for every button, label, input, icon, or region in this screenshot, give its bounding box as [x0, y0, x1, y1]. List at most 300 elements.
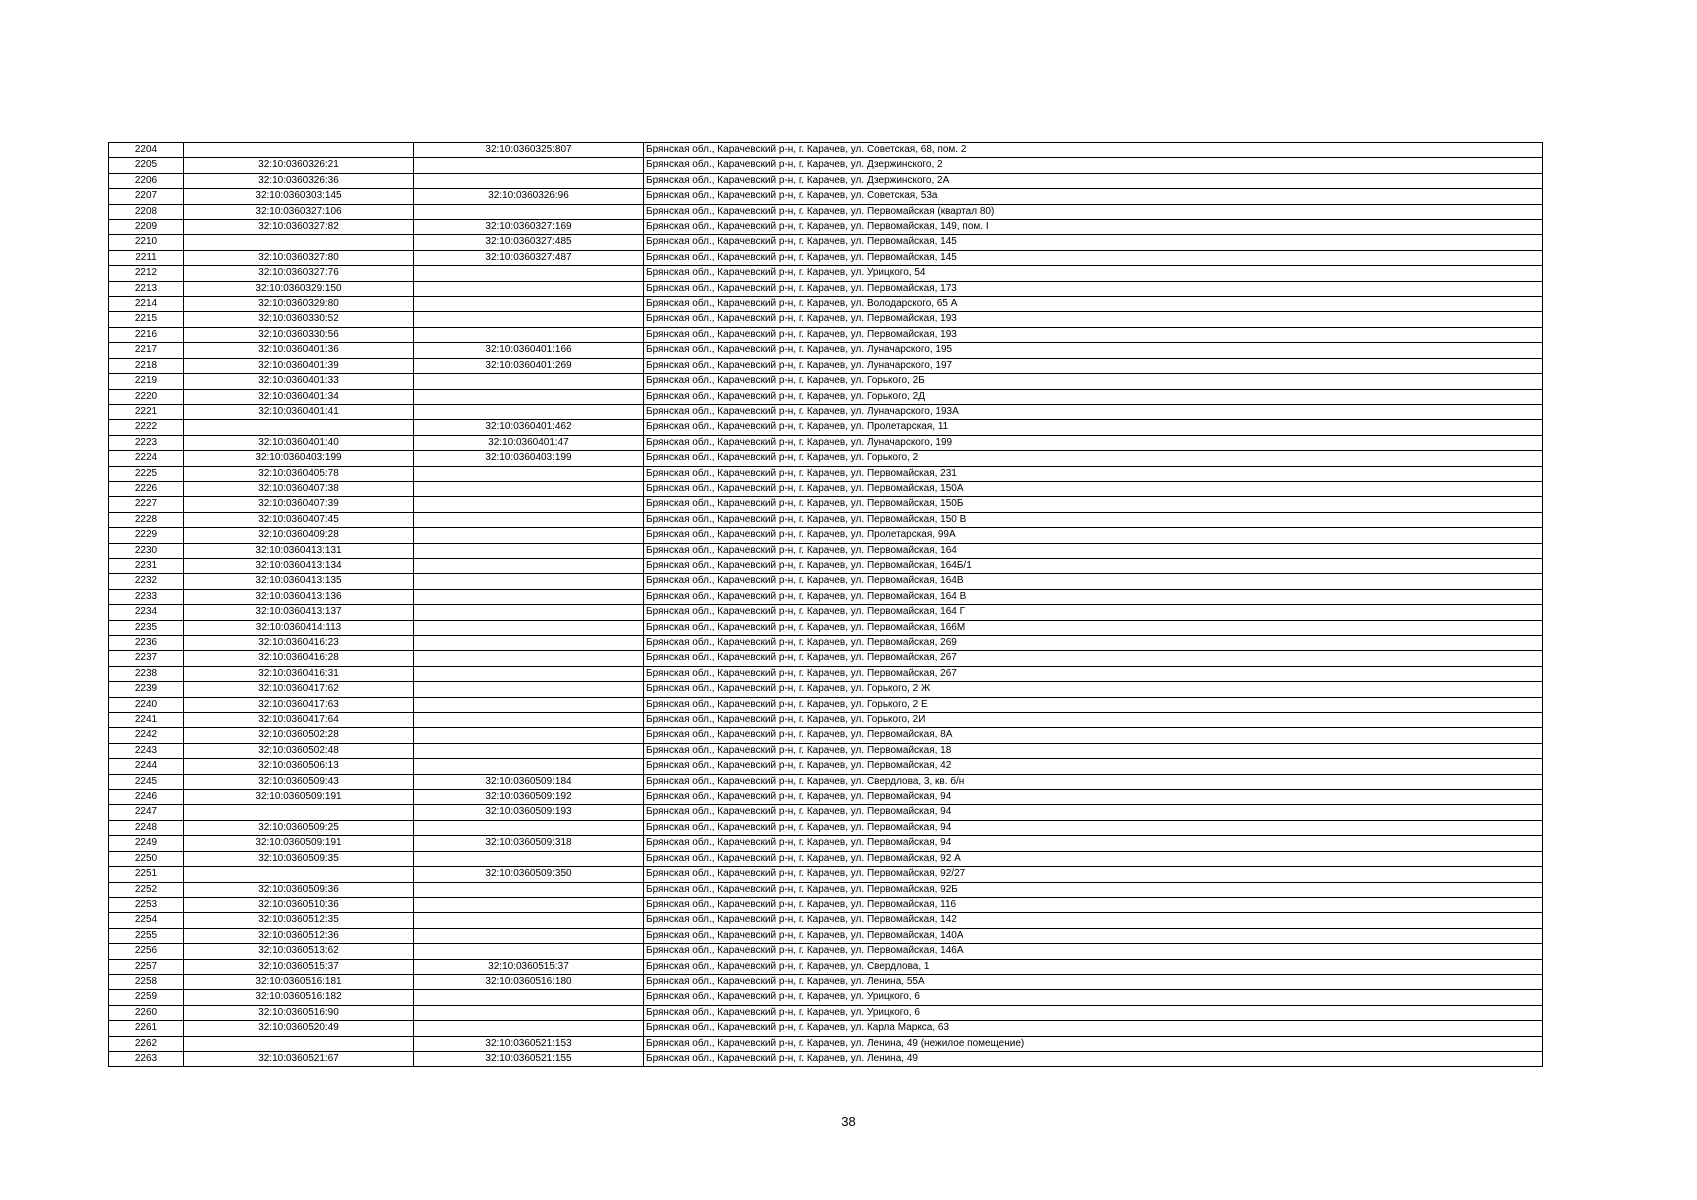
land-cadastral-number-cell: 32:10:0360521:67: [184, 1051, 414, 1066]
address-cell: Брянская обл., Карачевский р-н, г. Карачев, ул. Первомайская, 94: [644, 790, 1543, 805]
address-cell: Брянская обл., Карачевский р-н, г. Карачев, ул. Урицкого, 6: [644, 1005, 1543, 1020]
address-cell: Брянская обл., Карачевский р-н, г. Карачев, ул. Первомайская, 18: [644, 743, 1543, 758]
row-number-cell: 2254: [109, 913, 184, 928]
address-cell: Брянская обл., Карачевский р-н, г. Карачев, ул. Дзержинского, 2: [644, 158, 1543, 173]
row-number-cell: 2258: [109, 974, 184, 989]
table-row: [109, 358, 1543, 373]
building-cadastral-number-cell: [414, 173, 644, 188]
land-cadastral-number-cell: 32:10:0360513:62: [184, 944, 414, 959]
land-cadastral-number-cell: 32:10:0360413:136: [184, 589, 414, 604]
row-number-cell: 2213: [109, 281, 184, 296]
land-cadastral-number-cell: 32:10:0360401:34: [184, 389, 414, 404]
row-number-cell: 2206: [109, 173, 184, 188]
table-row: [109, 682, 1543, 697]
table-row: [109, 836, 1543, 851]
row-number-cell: 2236: [109, 636, 184, 651]
row-number-cell: 2238: [109, 666, 184, 681]
land-cadastral-number-cell: 32:10:0360414:113: [184, 620, 414, 635]
land-cadastral-number-cell: [184, 420, 414, 435]
address-cell: Брянская обл., Карачевский р-н, г. Карачев, ул. Горького, 2И: [644, 713, 1543, 728]
address-cell: Брянская обл., Карачевский р-н, г. Карачев, ул. Первомайская, 92 А: [644, 851, 1543, 866]
row-number-cell: 2256: [109, 944, 184, 959]
address-cell: Брянская обл., Карачевский р-н, г. Карачев, ул. Первомайская (квартал 80): [644, 204, 1543, 219]
address-cell: Брянская обл., Карачевский р-н, г. Карачев, ул. Советская, 68, пом. 2: [644, 143, 1543, 158]
building-cadastral-number-cell: [414, 1021, 644, 1036]
table-row: [109, 974, 1543, 989]
building-cadastral-number-cell: 32:10:0360327:487: [414, 250, 644, 265]
land-cadastral-number-cell: 32:10:0360417:64: [184, 713, 414, 728]
row-number-cell: 2261: [109, 1021, 184, 1036]
land-cadastral-number-cell: 32:10:0360326:36: [184, 173, 414, 188]
row-number-cell: 2252: [109, 882, 184, 897]
row-number-cell: 2243: [109, 743, 184, 758]
building-cadastral-number-cell: 32:10:0360327:169: [414, 220, 644, 235]
land-cadastral-number-cell: 32:10:0360516:182: [184, 990, 414, 1005]
address-cell: Брянская обл., Карачевский р-н, г. Карачев, ул. Первомайская, 94: [644, 820, 1543, 835]
row-number-cell: 2208: [109, 204, 184, 219]
address-cell: Брянская обл., Карачевский р-н, г. Карачев, ул. Первомайская, 164В: [644, 574, 1543, 589]
land-cadastral-number-cell: 32:10:0360416:23: [184, 636, 414, 651]
building-cadastral-number-cell: [414, 528, 644, 543]
building-cadastral-number-cell: [414, 481, 644, 496]
row-number-cell: 2229: [109, 528, 184, 543]
address-cell: Брянская обл., Карачевский р-н, г. Карачев, ул. Первомайская, 267: [644, 666, 1543, 681]
building-cadastral-number-cell: [414, 697, 644, 712]
table-row: [109, 497, 1543, 512]
table-row: [109, 805, 1543, 820]
land-cadastral-number-cell: 32:10:0360509:43: [184, 774, 414, 789]
address-cell: Брянская обл., Карачевский р-н, г. Карачев, ул. Первомайская, 269: [644, 636, 1543, 651]
address-cell: Брянская обл., Карачевский р-н, г. Карачев, ул. Володарского, 65 А: [644, 297, 1543, 312]
address-cell: Брянская обл., Карачевский р-н, г. Карачев, ул. Горького, 2: [644, 451, 1543, 466]
building-cadastral-number-cell: 32:10:0360401:166: [414, 343, 644, 358]
row-number-cell: 2241: [109, 713, 184, 728]
address-cell: Брянская обл., Карачевский р-н, г. Карачев, ул. Ленина, 49 (нежилое помещение): [644, 1036, 1543, 1051]
table-row: [109, 235, 1543, 250]
table-row: [109, 281, 1543, 296]
table-row: [109, 620, 1543, 635]
address-cell: Брянская обл., Карачевский р-н, г. Карачев, ул. Горького, 2 Ж: [644, 682, 1543, 697]
address-cell: Брянская обл., Карачевский р-н, г. Карачев, ул. Первомайская, 150Б: [644, 497, 1543, 512]
land-cadastral-number-cell: 32:10:0360401:39: [184, 358, 414, 373]
page-number: 38: [841, 1114, 856, 1129]
table-row: [109, 404, 1543, 419]
row-number-cell: 2217: [109, 343, 184, 358]
address-cell: Брянская обл., Карачевский р-н, г. Карачев, ул. Урицкого, 6: [644, 990, 1543, 1005]
building-cadastral-number-cell: [414, 312, 644, 327]
building-cadastral-number-cell: 32:10:0360509:184: [414, 774, 644, 789]
address-cell: Брянская обл., Карачевский р-н, г. Карачев, ул. Советская, 53а: [644, 189, 1543, 204]
building-cadastral-number-cell: [414, 605, 644, 620]
building-cadastral-number-cell: [414, 558, 644, 573]
land-cadastral-number-cell: 32:10:0360303:145: [184, 189, 414, 204]
row-number-cell: 2251: [109, 867, 184, 882]
table-row: [109, 343, 1543, 358]
land-cadastral-number-cell: 32:10:0360417:62: [184, 682, 414, 697]
land-cadastral-number-cell: 32:10:0360510:36: [184, 897, 414, 912]
building-cadastral-number-cell: [414, 281, 644, 296]
land-cadastral-number-cell: 32:10:0360417:63: [184, 697, 414, 712]
building-cadastral-number-cell: [414, 820, 644, 835]
address-cell: Брянская обл., Карачевский р-н, г. Карачев, ул. Первомайская, 42: [644, 759, 1543, 774]
table-row: [109, 790, 1543, 805]
table-row: [109, 990, 1543, 1005]
table-row: [109, 512, 1543, 527]
building-cadastral-number-cell: [414, 1005, 644, 1020]
building-cadastral-number-cell: [414, 990, 644, 1005]
registry-table-body: [109, 143, 1543, 1067]
land-cadastral-number-cell: 32:10:0360416:31: [184, 666, 414, 681]
row-number-cell: 2210: [109, 235, 184, 250]
row-number-cell: 2211: [109, 250, 184, 265]
row-number-cell: 2207: [109, 189, 184, 204]
row-number-cell: 2214: [109, 297, 184, 312]
land-cadastral-number-cell: 32:10:0360416:28: [184, 651, 414, 666]
building-cadastral-number-cell: [414, 759, 644, 774]
land-cadastral-number-cell: 32:10:0360509:36: [184, 882, 414, 897]
address-cell: Брянская обл., Карачевский р-н, г. Карачев, ул. Луначарского, 199: [644, 435, 1543, 450]
address-cell: Брянская обл., Карачевский р-н, г. Карачев, ул. Свердлова, 3, кв. б/н: [644, 774, 1543, 789]
table-row: [109, 651, 1543, 666]
land-cadastral-number-cell: 32:10:0360407:38: [184, 481, 414, 496]
building-cadastral-number-cell: [414, 636, 644, 651]
address-cell: Брянская обл., Карачевский р-н, г. Карачев, ул. Первомайская, 164 Г: [644, 605, 1543, 620]
table-row: [109, 605, 1543, 620]
building-cadastral-number-cell: [414, 297, 644, 312]
address-cell: Брянская обл., Карачевский р-н, г. Карачев, ул. Первомайская, 145: [644, 250, 1543, 265]
table-row: [109, 204, 1543, 219]
land-cadastral-number-cell: 32:10:0360403:199: [184, 451, 414, 466]
building-cadastral-number-cell: 32:10:0360403:199: [414, 451, 644, 466]
building-cadastral-number-cell: [414, 404, 644, 419]
table-row: [109, 250, 1543, 265]
building-cadastral-number-cell: [414, 158, 644, 173]
land-cadastral-number-cell: 32:10:0360407:39: [184, 497, 414, 512]
table-row: [109, 759, 1543, 774]
land-cadastral-number-cell: 32:10:0360327:80: [184, 250, 414, 265]
table-row: [109, 697, 1543, 712]
address-cell: Брянская обл., Карачевский р-н, г. Карачев, ул. Первомайская, 231: [644, 466, 1543, 481]
land-cadastral-number-cell: 32:10:0360516:181: [184, 974, 414, 989]
address-cell: Брянская обл., Карачевский р-н, г. Карачев, ул. Первомайская, 164Б/1: [644, 558, 1543, 573]
table-row: [109, 589, 1543, 604]
land-cadastral-number-cell: 32:10:0360509:191: [184, 836, 414, 851]
table-row: [109, 1051, 1543, 1066]
building-cadastral-number-cell: [414, 589, 644, 604]
row-number-cell: 2205: [109, 158, 184, 173]
table-row: [109, 558, 1543, 573]
row-number-cell: 2226: [109, 481, 184, 496]
address-cell: Брянская обл., Карачевский р-н, г. Карачев, ул. Первомайская, 173: [644, 281, 1543, 296]
address-cell: Брянская обл., Карачевский р-н, г. Карачев, ул. Ленина, 55А: [644, 974, 1543, 989]
row-number-cell: 2221: [109, 404, 184, 419]
row-number-cell: 2250: [109, 851, 184, 866]
building-cadastral-number-cell: [414, 466, 644, 481]
land-cadastral-number-cell: 32:10:0360329:80: [184, 297, 414, 312]
building-cadastral-number-cell: 32:10:0360521:155: [414, 1051, 644, 1066]
address-cell: Брянская обл., Карачевский р-н, г. Карачев, ул. Урицкого, 54: [644, 266, 1543, 281]
row-number-cell: 2212: [109, 266, 184, 281]
land-cadastral-number-cell: 32:10:0360512:35: [184, 913, 414, 928]
address-cell: Брянская обл., Карачевский р-н, г. Карачев, ул. Пролетарская, 11: [644, 420, 1543, 435]
land-cadastral-number-cell: [184, 805, 414, 820]
building-cadastral-number-cell: [414, 389, 644, 404]
address-cell: Брянская обл., Карачевский р-н, г. Карачев, ул. Горького, 2Д: [644, 389, 1543, 404]
building-cadastral-number-cell: [414, 944, 644, 959]
table-row: [109, 481, 1543, 496]
row-number-cell: 2259: [109, 990, 184, 1005]
row-number-cell: 2232: [109, 574, 184, 589]
table-row: [109, 728, 1543, 743]
land-cadastral-number-cell: 32:10:0360329:150: [184, 281, 414, 296]
land-cadastral-number-cell: 32:10:0360401:36: [184, 343, 414, 358]
table-row: [109, 420, 1543, 435]
table-row: [109, 1036, 1543, 1051]
address-cell: Брянская обл., Карачевский р-н, г. Карачев, ул. Дзержинского, 2А: [644, 173, 1543, 188]
address-cell: Брянская обл., Карачевский р-н, г. Карачев, ул. Горького, 2 Е: [644, 697, 1543, 712]
address-cell: Брянская обл., Карачевский р-н, г. Карачев, ул. Горького, 2Б: [644, 374, 1543, 389]
address-cell: Брянская обл., Карачевский р-н, г. Карачев, ул. Первомайская, 92Б: [644, 882, 1543, 897]
table-row: [109, 312, 1543, 327]
row-number-cell: 2234: [109, 605, 184, 620]
land-cadastral-number-cell: 32:10:0360327:82: [184, 220, 414, 235]
table-row: [109, 266, 1543, 281]
land-cadastral-number-cell: 32:10:0360515:37: [184, 959, 414, 974]
land-cadastral-number-cell: 32:10:0360516:90: [184, 1005, 414, 1020]
table-row: [109, 143, 1543, 158]
address-cell: Брянская обл., Карачевский р-н, г. Карачев, ул. Первомайская, 164: [644, 543, 1543, 558]
land-cadastral-number-cell: [184, 1036, 414, 1051]
row-number-cell: 2262: [109, 1036, 184, 1051]
building-cadastral-number-cell: 32:10:0360516:180: [414, 974, 644, 989]
land-cadastral-number-cell: 32:10:0360413:134: [184, 558, 414, 573]
land-cadastral-number-cell: 32:10:0360520:49: [184, 1021, 414, 1036]
address-cell: Брянская обл., Карачевский р-н, г. Карачев, ул. Первомайская, 193: [644, 327, 1543, 342]
row-number-cell: 2245: [109, 774, 184, 789]
land-cadastral-number-cell: [184, 143, 414, 158]
building-cadastral-number-cell: 32:10:0360401:269: [414, 358, 644, 373]
table-row: [109, 944, 1543, 959]
address-cell: Брянская обл., Карачевский р-н, г. Карачев, ул. Первомайская, 140А: [644, 928, 1543, 943]
table-row: [109, 158, 1543, 173]
row-number-cell: 2242: [109, 728, 184, 743]
building-cadastral-number-cell: [414, 682, 644, 697]
table-row: [109, 882, 1543, 897]
address-cell: Брянская обл., Карачевский р-н, г. Карачев, ул. Первомайская, 116: [644, 897, 1543, 912]
building-cadastral-number-cell: [414, 512, 644, 527]
land-cadastral-number-cell: 32:10:0360407:45: [184, 512, 414, 527]
row-number-cell: 2216: [109, 327, 184, 342]
address-cell: Брянская обл., Карачевский р-н, г. Карачев, ул. Первомайская, 166М: [644, 620, 1543, 635]
row-number-cell: 2249: [109, 836, 184, 851]
building-cadastral-number-cell: [414, 743, 644, 758]
building-cadastral-number-cell: 32:10:0360509:318: [414, 836, 644, 851]
row-number-cell: 2239: [109, 682, 184, 697]
land-cadastral-number-cell: 32:10:0360405:78: [184, 466, 414, 481]
row-number-cell: 2218: [109, 358, 184, 373]
table-row: [109, 666, 1543, 681]
address-cell: Брянская обл., Карачевский р-н, г. Карачев, ул. Первомайская, 193: [644, 312, 1543, 327]
building-cadastral-number-cell: [414, 543, 644, 558]
address-cell: Брянская обл., Карачевский р-н, г. Карачев, ул. Первомайская, 164 В: [644, 589, 1543, 604]
building-cadastral-number-cell: [414, 620, 644, 635]
row-number-cell: 2230: [109, 543, 184, 558]
building-cadastral-number-cell: 32:10:0360325:807: [414, 143, 644, 158]
row-number-cell: 2231: [109, 558, 184, 573]
building-cadastral-number-cell: 32:10:0360327:485: [414, 235, 644, 250]
building-cadastral-number-cell: 32:10:0360401:47: [414, 435, 644, 450]
land-cadastral-number-cell: 32:10:0360401:40: [184, 435, 414, 450]
row-number-cell: 2227: [109, 497, 184, 512]
table-row: [109, 543, 1543, 558]
table-row: [109, 713, 1543, 728]
building-cadastral-number-cell: [414, 851, 644, 866]
table-row: [109, 327, 1543, 342]
table-row: [109, 774, 1543, 789]
address-cell: Брянская обл., Карачевский р-н, г. Карачев, ул. Первомайская, 94: [644, 805, 1543, 820]
address-cell: Брянская обл., Карачевский р-н, г. Карачев, ул. Первомайская, 94: [644, 836, 1543, 851]
building-cadastral-number-cell: [414, 882, 644, 897]
land-cadastral-number-cell: 32:10:0360413:135: [184, 574, 414, 589]
building-cadastral-number-cell: [414, 913, 644, 928]
building-cadastral-number-cell: [414, 651, 644, 666]
address-cell: Брянская обл., Карачевский р-н, г. Карачев, ул. Карла Маркса, 63: [644, 1021, 1543, 1036]
building-cadastral-number-cell: 32:10:0360326:96: [414, 189, 644, 204]
address-cell: Брянская обл., Карачевский р-н, г. Карачев, ул. Первомайская, 146А: [644, 944, 1543, 959]
address-cell: Брянская обл., Карачевский р-н, г. Карачев, ул. Луначарского, 195: [644, 343, 1543, 358]
table-row: [109, 451, 1543, 466]
table-row: [109, 466, 1543, 481]
building-cadastral-number-cell: 32:10:0360521:153: [414, 1036, 644, 1051]
land-cadastral-number-cell: 32:10:0360509:35: [184, 851, 414, 866]
row-number-cell: 2257: [109, 959, 184, 974]
row-number-cell: 2246: [109, 790, 184, 805]
address-cell: Брянская обл., Карачевский р-н, г. Карачев, ул. Первомайская, 145: [644, 235, 1543, 250]
building-cadastral-number-cell: [414, 497, 644, 512]
land-cadastral-number-cell: 32:10:0360506:13: [184, 759, 414, 774]
table-row: [109, 173, 1543, 188]
address-cell: Брянская обл., Карачевский р-н, г. Карачев, ул. Первомайская, 267: [644, 651, 1543, 666]
land-cadastral-number-cell: 32:10:0360401:33: [184, 374, 414, 389]
address-cell: Брянская обл., Карачевский р-н, г. Карачев, ул. Луначарского, 193А: [644, 404, 1543, 419]
row-number-cell: 2225: [109, 466, 184, 481]
address-cell: Брянская обл., Карачевский р-н, г. Карачев, ул. Луначарского, 197: [644, 358, 1543, 373]
table-row: [109, 959, 1543, 974]
table-row: [109, 897, 1543, 912]
building-cadastral-number-cell: [414, 728, 644, 743]
building-cadastral-number-cell: 32:10:0360401:462: [414, 420, 644, 435]
table-row: [109, 867, 1543, 882]
address-cell: Брянская обл., Карачевский р-н, г. Карачев, ул. Первомайская, 150А: [644, 481, 1543, 496]
building-cadastral-number-cell: [414, 928, 644, 943]
row-number-cell: 2253: [109, 897, 184, 912]
table-row: [109, 820, 1543, 835]
land-cadastral-number-cell: 32:10:0360326:21: [184, 158, 414, 173]
building-cadastral-number-cell: [414, 666, 644, 681]
land-cadastral-number-cell: 32:10:0360413:137: [184, 605, 414, 620]
row-number-cell: 2260: [109, 1005, 184, 1020]
row-number-cell: 2233: [109, 589, 184, 604]
land-cadastral-number-cell: 32:10:0360327:106: [184, 204, 414, 219]
building-cadastral-number-cell: 32:10:0360509:192: [414, 790, 644, 805]
building-cadastral-number-cell: 32:10:0360509:193: [414, 805, 644, 820]
building-cadastral-number-cell: [414, 204, 644, 219]
row-number-cell: 2235: [109, 620, 184, 635]
address-cell: Брянская обл., Карачевский р-н, г. Карачев, ул. Пролетарская, 99А: [644, 528, 1543, 543]
table-row: [109, 574, 1543, 589]
building-cadastral-number-cell: [414, 574, 644, 589]
building-cadastral-number-cell: [414, 327, 644, 342]
row-number-cell: 2248: [109, 820, 184, 835]
address-cell: Брянская обл., Карачевский р-н, г. Карачев, ул. Первомайская, 8А: [644, 728, 1543, 743]
table-row: [109, 297, 1543, 312]
row-number-cell: 2204: [109, 143, 184, 158]
land-cadastral-number-cell: 32:10:0360330:56: [184, 327, 414, 342]
address-cell: Брянская обл., Карачевский р-н, г. Карачев, ул. Ленина, 49: [644, 1051, 1543, 1066]
table-row: [109, 374, 1543, 389]
address-cell: Брянская обл., Карачевский р-н, г. Карачев, ул. Первомайская, 92/27: [644, 867, 1543, 882]
address-cell: Брянская обл., Карачевский р-н, г. Карачев, ул. Первомайская, 149, пом. I: [644, 220, 1543, 235]
land-cadastral-number-cell: 32:10:0360512:36: [184, 928, 414, 943]
address-cell: Брянская обл., Карачевский р-н, г. Карачев, ул. Первомайская, 142: [644, 913, 1543, 928]
row-number-cell: 2228: [109, 512, 184, 527]
land-cadastral-number-cell: 32:10:0360502:28: [184, 728, 414, 743]
building-cadastral-number-cell: 32:10:0360515:37: [414, 959, 644, 974]
address-cell: Брянская обл., Карачевский р-н, г. Карачев, ул. Первомайская, 150 В: [644, 512, 1543, 527]
row-number-cell: 2263: [109, 1051, 184, 1066]
land-cadastral-number-cell: 32:10:0360330:52: [184, 312, 414, 327]
registry-table: [108, 142, 1543, 1067]
table-row: [109, 189, 1543, 204]
building-cadastral-number-cell: 32:10:0360509:350: [414, 867, 644, 882]
table-row: [109, 636, 1543, 651]
row-number-cell: 2237: [109, 651, 184, 666]
address-cell: Брянская обл., Карачевский р-н, г. Карачев, ул. Свердлова, 1: [644, 959, 1543, 974]
table-row: [109, 528, 1543, 543]
row-number-cell: 2224: [109, 451, 184, 466]
row-number-cell: 2247: [109, 805, 184, 820]
table-row: [109, 913, 1543, 928]
row-number-cell: 2223: [109, 435, 184, 450]
building-cadastral-number-cell: [414, 374, 644, 389]
row-number-cell: 2209: [109, 220, 184, 235]
row-number-cell: 2240: [109, 697, 184, 712]
row-number-cell: 2219: [109, 374, 184, 389]
land-cadastral-number-cell: 32:10:0360401:41: [184, 404, 414, 419]
row-number-cell: 2220: [109, 389, 184, 404]
row-number-cell: 2244: [109, 759, 184, 774]
row-number-cell: 2215: [109, 312, 184, 327]
land-cadastral-number-cell: 32:10:0360509:25: [184, 820, 414, 835]
land-cadastral-number-cell: 32:10:0360409:28: [184, 528, 414, 543]
table-row: [109, 928, 1543, 943]
building-cadastral-number-cell: [414, 713, 644, 728]
land-cadastral-number-cell: [184, 235, 414, 250]
land-cadastral-number-cell: 32:10:0360502:48: [184, 743, 414, 758]
land-cadastral-number-cell: 32:10:0360509:191: [184, 790, 414, 805]
land-cadastral-number-cell: [184, 867, 414, 882]
building-cadastral-number-cell: [414, 266, 644, 281]
row-number-cell: 2255: [109, 928, 184, 943]
land-cadastral-number-cell: 32:10:0360327:76: [184, 266, 414, 281]
table-row: [109, 1005, 1543, 1020]
building-cadastral-number-cell: [414, 897, 644, 912]
table-row: [109, 389, 1543, 404]
table-row: [109, 743, 1543, 758]
table-row: [109, 1021, 1543, 1036]
table-row: [109, 435, 1543, 450]
table-row: [109, 851, 1543, 866]
